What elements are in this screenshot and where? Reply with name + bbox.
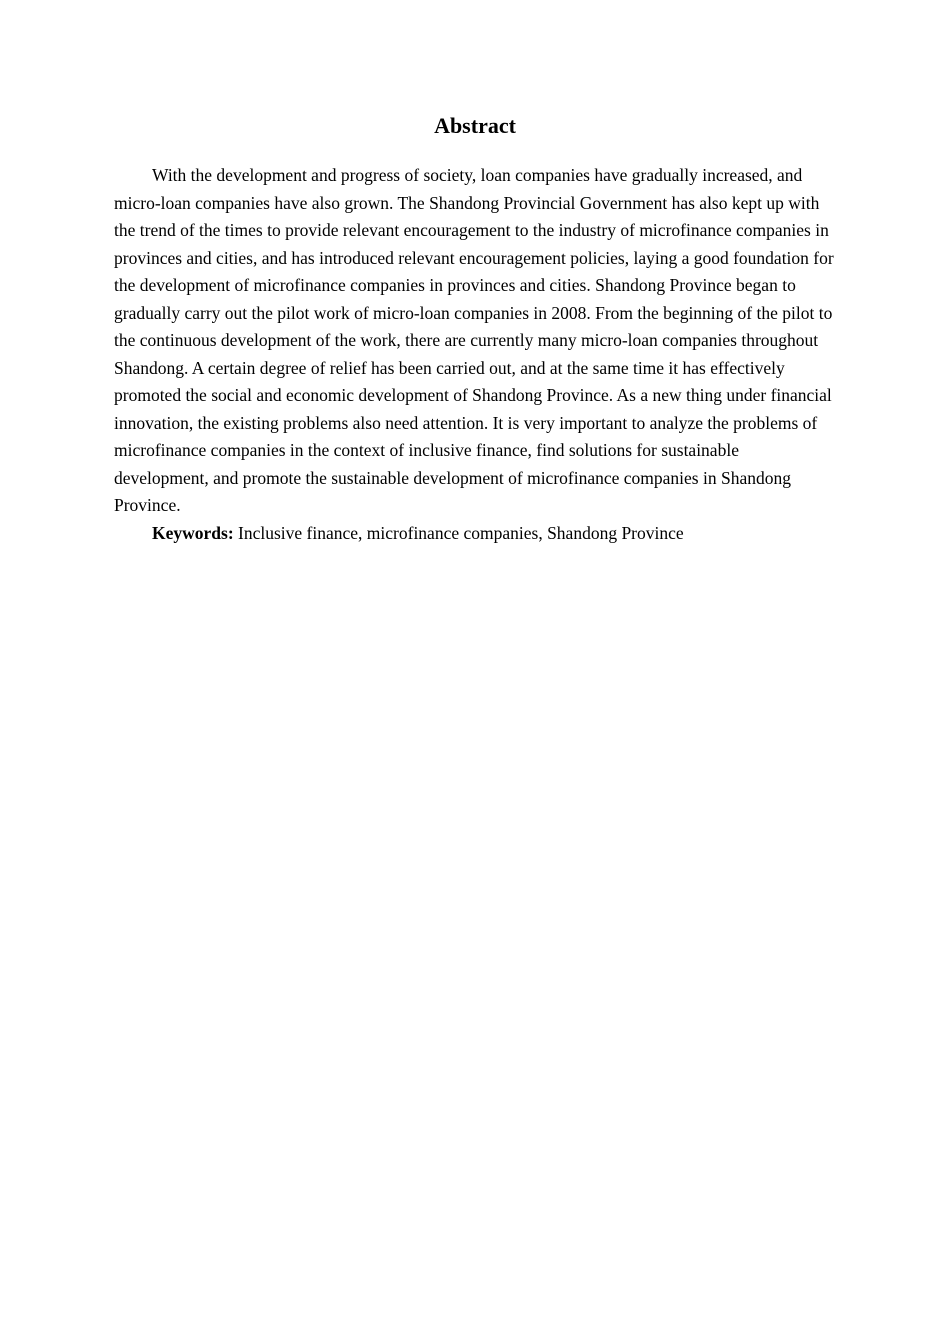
keywords-line (114, 520, 836, 548)
abstract-body: With the development and progress of society, loan companies have gradually increased, and micro-loan companies have also grown. The Shandong Provincial Government has also kept up with the trend of the times to provide relevant encouragement to the industry of microfinance companies in provinces and cities, and has introduced relevant encouragement policies, laying a good foundation for the development of microfinance companies in provinces and cities. Shandong Province began to gradually carry out the pilot work of micro-loan companies in 2008. From the beginning of the pilot to the continuous development of the work, there are currently many micro-loan companies throughout Shandong. A certain degree of relief has been carried out, and at the same time it has effectively promoted the social and economic development of Shandong Province. As a new thing under financial innovation, the existing problems also need attention. It is very important to analyze the problems of microfinance companies in the context of inclusive finance, find solutions for sustainable development, and promote the sustainable development of microfinance companies in Shandong Province. (114, 165, 834, 515)
abstract-section (114, 112, 836, 547)
keywords-label: Keywords: (152, 522, 234, 543)
abstract-title: Abstract (434, 113, 516, 138)
keywords-text: Inclusive finance, microfinance companies, Shandong Province (238, 522, 684, 543)
